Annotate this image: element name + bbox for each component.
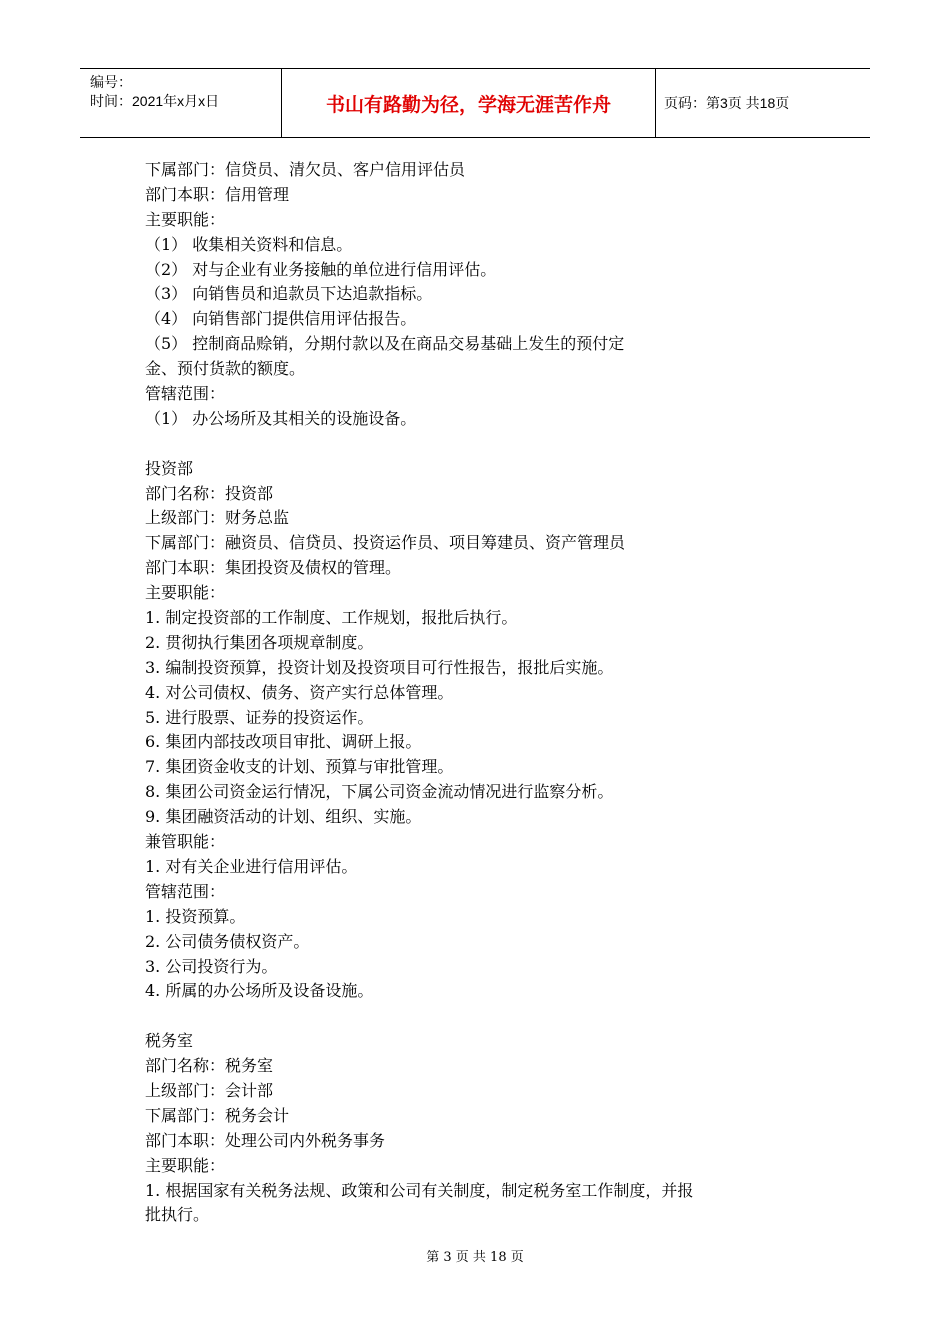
function-item: 批执行。 bbox=[145, 1205, 210, 1225]
subordinate-line: 下属部门：信贷员、清欠员、客户信用评估员 bbox=[145, 160, 466, 179]
function-item: 2. 贯彻执行集团各项规章制度。 bbox=[145, 632, 374, 652]
duty-line: 部门本职：信用管理 bbox=[145, 184, 290, 204]
superior-line: 上级部门：财务总监 bbox=[145, 508, 290, 528]
superior-line: 上级部门：会计部 bbox=[145, 1080, 274, 1100]
header-motto: 书山有路勤为径，学海无涯苦作舟 bbox=[282, 69, 656, 137]
function-item: （2） 对与企业有业务接触的单位进行信用评估。 bbox=[145, 259, 497, 279]
header-time-label: 时间：2021年x月x日 bbox=[90, 93, 220, 109]
scope-title: 管辖范围： bbox=[145, 881, 226, 901]
subordinate-line: 下属部门：融资员、信贷员、投资运作员、项目筹建员、资产管理员 bbox=[145, 533, 626, 553]
duty-line: 部门本职：处理公司内外税务事务 bbox=[145, 1130, 386, 1150]
scope-item: （1） 办公场所及其相关的设施设备。 bbox=[145, 408, 417, 428]
document-body bbox=[145, 158, 825, 1228]
scope-item: 3. 公司投资行为。 bbox=[145, 956, 278, 976]
function-item: 4. 对公司债权、债务、资产实行总体管理。 bbox=[145, 682, 454, 702]
scope-item: 1. 投资预算。 bbox=[145, 906, 246, 926]
header-meta bbox=[80, 69, 282, 137]
name-line: 部门名称：税务室 bbox=[145, 1056, 274, 1076]
header-page-info: 页码：第3页 共18页 bbox=[664, 95, 790, 111]
scope-item: 4. 所属的办公场所及设备设施。 bbox=[145, 981, 374, 1001]
function-item: 1. 制定投资部的工作制度、工作规划，报批后执行。 bbox=[145, 608, 518, 628]
function-item: 9. 集团融资活动的计划、组织、实施。 bbox=[145, 807, 422, 827]
function-item: 1. 根据国家有关税务法规、政策和公司有关制度，制定税务室工作制度，并报 bbox=[145, 1180, 694, 1200]
subordinate-line: 下属部门：税务会计 bbox=[145, 1105, 290, 1125]
function-item: （1） 收集相关资料和信息。 bbox=[145, 234, 353, 254]
scope-title: 管辖范围： bbox=[145, 384, 226, 404]
function-item: 6. 集团内部技改项目审批、调研上报。 bbox=[145, 732, 422, 752]
main-functions-title: 主要职能： bbox=[145, 1155, 226, 1175]
scope-item: 2. 公司债务债权资产。 bbox=[145, 931, 310, 951]
function-item: 7. 集团资金收支的计划、预算与审批管理。 bbox=[145, 757, 454, 777]
function-item: （3） 向销售员和追款员下达追款指标。 bbox=[145, 284, 433, 304]
duty-line: 部门本职：集团投资及债权的管理。 bbox=[145, 558, 402, 578]
main-functions-title: 主要职能： bbox=[145, 209, 226, 229]
page-footer: 第 3 页 共 18 页 bbox=[426, 1250, 524, 1265]
main-functions-title: 主要职能： bbox=[145, 583, 226, 603]
function-item: 5. 进行股票、证券的投资运作。 bbox=[145, 707, 374, 727]
name-line: 部门名称：投资部 bbox=[145, 483, 274, 503]
function-item: （4） 向销售部门提供信用评估报告。 bbox=[145, 309, 417, 329]
concurrent-item: 1. 对有关企业进行信用评估。 bbox=[145, 856, 358, 876]
page-header bbox=[80, 68, 870, 138]
paragraph-gap bbox=[145, 1004, 825, 1029]
function-item: 金、预付货款的额度。 bbox=[145, 359, 306, 379]
paragraph-gap bbox=[145, 432, 825, 457]
section-heading: 税务室 bbox=[145, 1031, 194, 1051]
concurrent-title: 兼管职能： bbox=[145, 832, 226, 852]
function-item: （5） 控制商品赊销，分期付款以及在商品交易基础上发生的预付定 bbox=[145, 334, 625, 354]
header-number-label: 编号： bbox=[90, 74, 132, 90]
function-item: 8. 集团公司资金运行情况，下属公司资金流动情况进行监察分析。 bbox=[145, 782, 614, 802]
function-item: 3. 编制投资预算，投资计划及投资项目可行性报告，报批后实施。 bbox=[145, 657, 614, 677]
section-heading: 投资部 bbox=[145, 458, 194, 478]
